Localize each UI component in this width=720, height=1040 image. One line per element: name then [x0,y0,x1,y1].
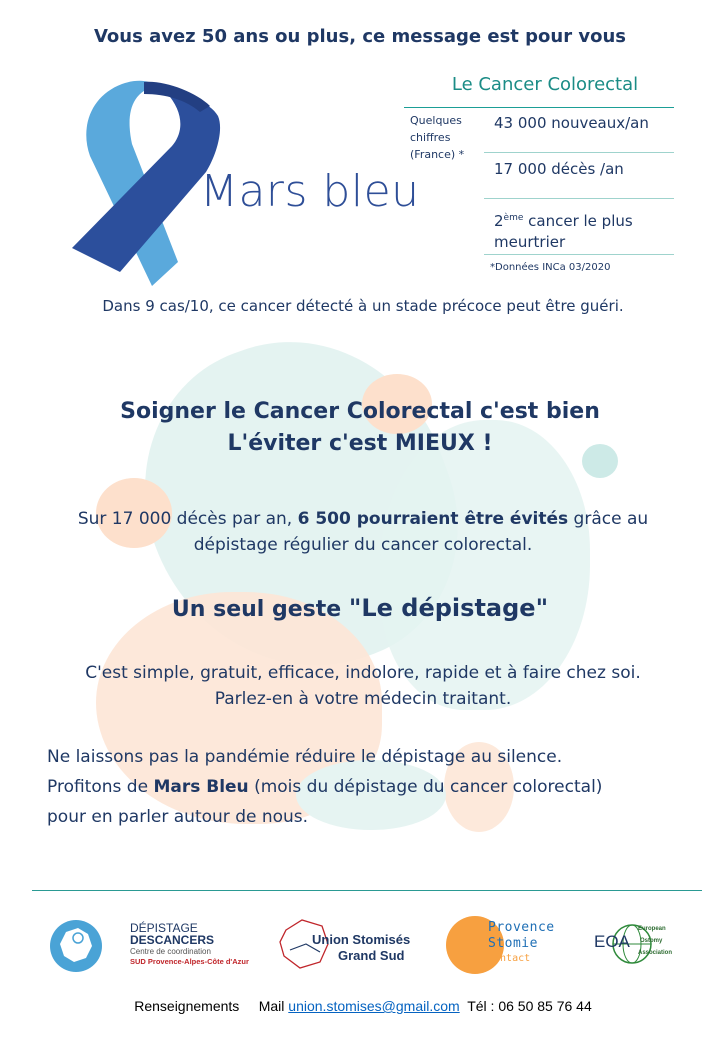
source-note: *Données INCa 03/2020 [490,262,611,273]
headline: Vous avez 50 ans ou plus, ce message est pour vous [93,26,626,47]
stat-rank-number: 2 [494,212,504,230]
eoa-abbr: EOA [594,932,630,951]
deaths-text-bold: 6 500 pourraient être évités [297,509,569,529]
main-title-line-2: L'éviter c'est MIEUX ! [227,431,493,456]
eoa-logo [594,920,680,968]
main-title-line-1: Soigner le Cancer Colorectal c'est bien [120,399,600,424]
provence-stomie-line-3: Contact [488,953,531,964]
eoa-line-3: Association [638,950,673,956]
screening-heading [0,594,720,622]
stats-row-divider [484,198,674,199]
pandemic-line-3: pour en parler autour de nous. [47,807,309,827]
deaths-text-after: grâce au dépistage régulier du cancer colorectal. [193,509,649,555]
depistage-logo-line-1: DÉPISTAGE [130,921,198,935]
pandemic-paragraph [47,742,697,832]
provence-stomie-line-1: Provence [488,920,555,935]
stat-rank [494,208,674,253]
eoa-line-2: Ostomy [640,938,663,944]
stat-new-cases: 43 000 nouveaux/an [494,114,649,132]
depistage-logo-line-2-a: DES [130,933,155,947]
mail-label: Mail [258,998,285,1014]
france-map-icon [48,918,104,974]
pandemic-text-bold: Mars Bleu [153,777,249,797]
depistage-logo-line-3: Centre de coordination [130,947,211,956]
deaths-text-before: Sur 17 000 décès par an, [77,509,298,529]
pandemic-text-before: Profitons de [47,777,154,797]
pandemic-text-after: (mois du dépistage du cancer colorectal) [248,777,603,797]
info-label: Renseignements [134,998,240,1014]
stats-label: Quelques chiffres (France) * [410,114,465,161]
intro-text: Dans 9 cas/10, ce cancer détecté à un stade précoce peut être guéri. [102,297,624,315]
contact-line [0,998,720,1014]
stat-deaths: 17 000 décès /an [494,160,624,178]
stats-row-divider [484,254,674,255]
simple-line-1: C'est simple, gratuit, efficace, indolore, rapide et à faire chez soi. [85,663,641,683]
campaign-name: Mars bleu [200,166,420,217]
provence-stomie-logo [446,914,576,976]
pandemic-line-1: Ne laissons pas la pandémie réduire le dépistage au silence. [47,747,563,767]
stat-rank-suffix: ème [503,213,524,223]
depistage-logo-line-2 [130,934,260,947]
stats-title: Le Cancer Colorectal [451,74,639,95]
deaths-paragraph [40,506,686,558]
union-stomises-line-1: Union Stomisés [312,932,411,947]
simple-paragraph [40,660,686,712]
screening-heading-quoted: "Le dépistage" [348,594,549,622]
email-link[interactable]: union.stomises@gmail.com [288,998,460,1014]
stats-divider [404,107,674,108]
main-title [0,396,720,460]
union-stomises-logo [276,914,424,974]
depistage-cancers-logo [130,922,260,972]
eoa-line-1: European [638,926,666,932]
france-map-logo [48,918,104,974]
depistage-logo-line-2-b: CANCERS [154,933,215,947]
screening-heading-prefix: Un seul geste [171,597,349,622]
footer-divider [32,890,702,891]
pandemic-line-2 [47,772,697,802]
stat-rank-text: cancer le plus meurtrier [494,212,633,251]
union-stomises-line-2: Grand Sud [338,948,405,963]
simple-line-2: Parlez-en à votre médecin traitant. [214,689,512,709]
depistage-logo-line-4: SUD Provence-Alpes-Côte d'Azur [130,957,249,966]
stats-row-divider [484,152,674,153]
provence-stomie-line-2: Stomie [488,936,538,951]
phone-number: Tél : 06 50 85 76 44 [467,998,592,1014]
